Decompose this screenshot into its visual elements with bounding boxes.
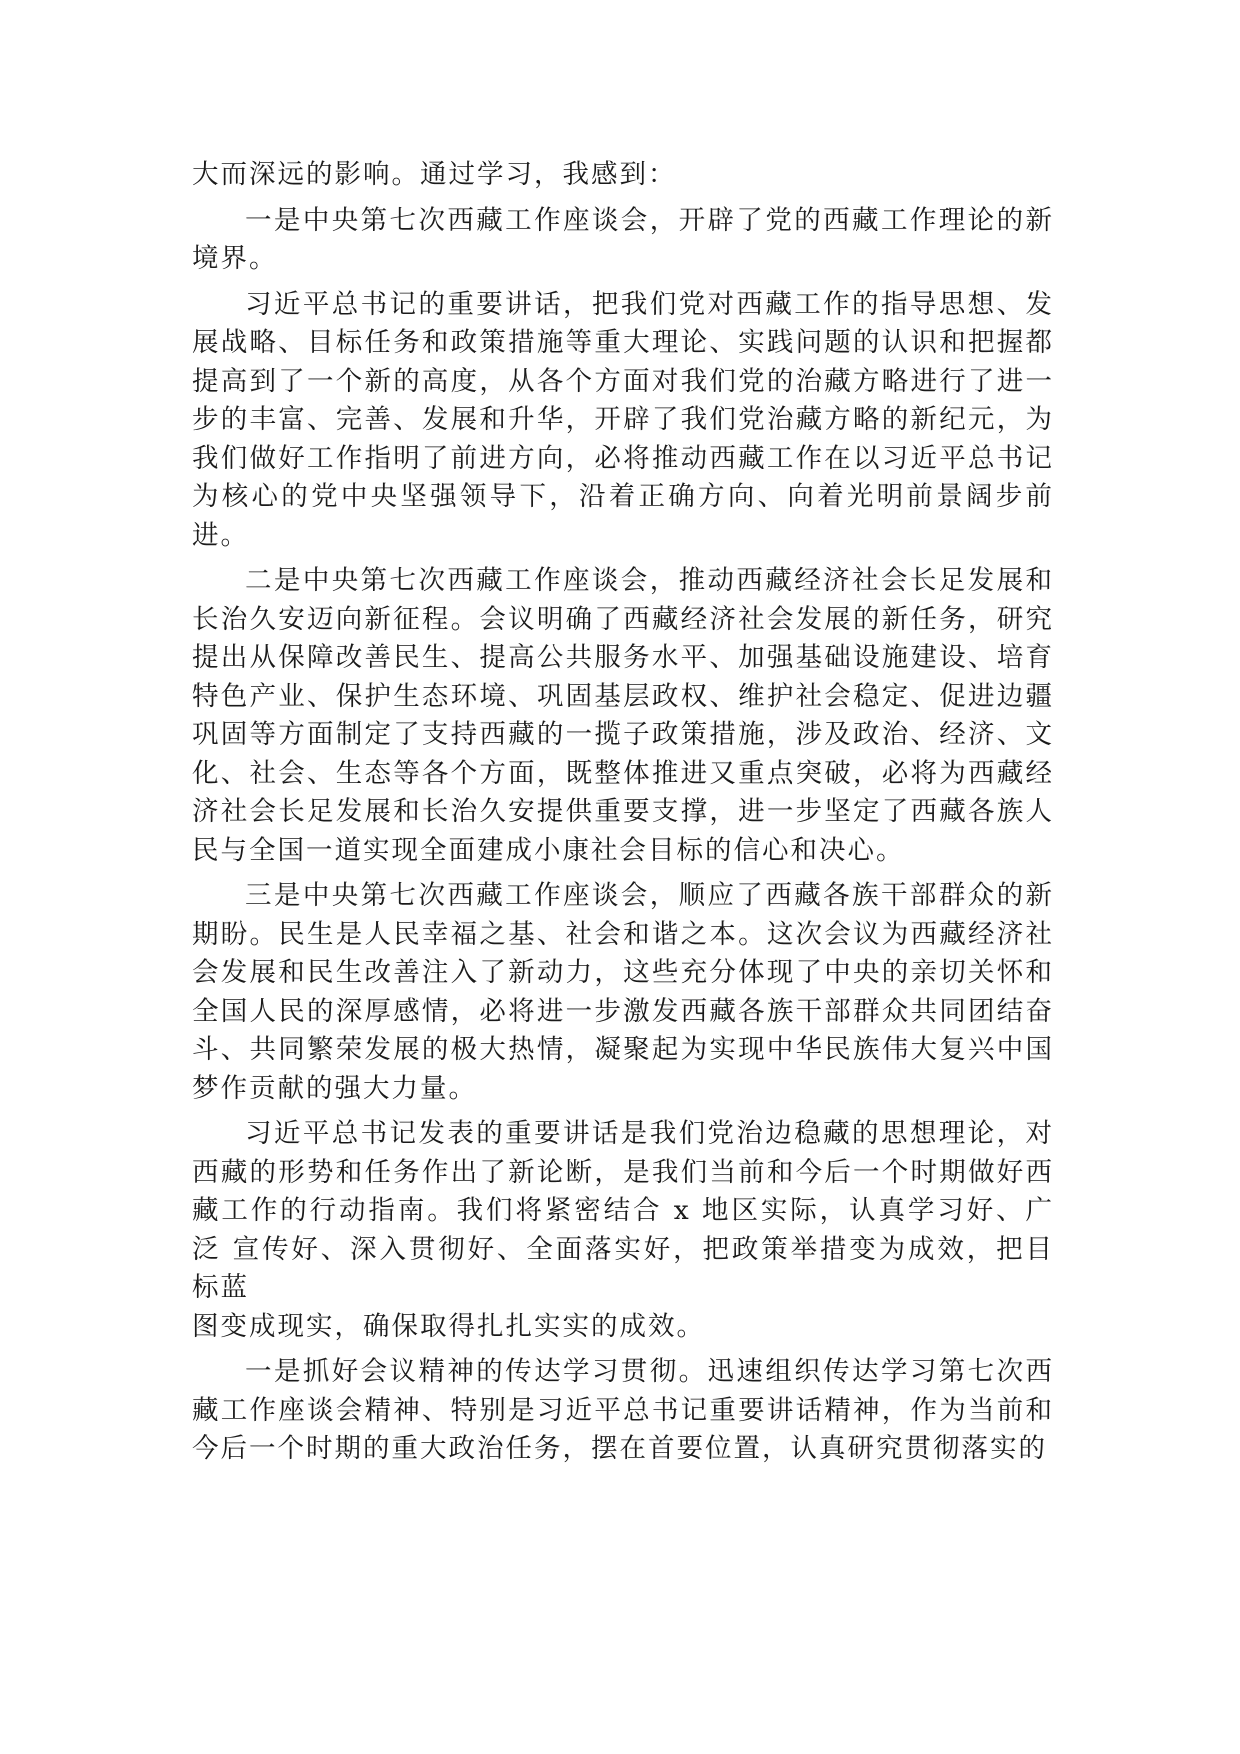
- paragraph-implementation: 习近平总书记发表的重要讲话是我们党治边稳藏的思想理论，对西藏的形势和任务作出了新论断，是我们当前和今后一个时期做好西藏工作的行动指南。我们将紧密结合 x 地区实际，认真学习好、广泛 宣传好、深入贯彻好、全面落实好，把政策举措变为成效，把目标蓝: [192, 1118, 1054, 1303]
- document-page: [192, 156, 1054, 1476]
- paragraph-point-one: 一是中央第七次西藏工作座谈会，开辟了党的西藏工作理论的新境界。: [192, 204, 1054, 274]
- paragraph-speech-significance: 习近平总书记的重要讲话，把我们党对西藏工作的指导思想、发展战略、目标任务和政策措施等重大理论、实践问题的认识和把握都提高到了一个新的高度，从各个方面对我们党的治藏方略进行了进一步的丰富、完善、发展和升华，开辟了我们党治藏方略的新纪元，为我们做好工作指明了前进方向，必将推动西藏工作在以习近平总书记为核心的党中央坚强领导下，沿着正确方向、向着光明前景阔步前进。: [192, 288, 1054, 551]
- paragraph-measure-one: 一是抓好会议精神的传达学习贯彻。迅速组织传达学习第七次西藏工作座谈会精神、特别是习近平总书记重要讲话精神，作为当前和今后一个时期的重大政治任务，摆在首要位置，认真研究贯彻落实的: [192, 1356, 1054, 1464]
- paragraph-intro: 大而深远的影响。通过学习，我感到：: [192, 159, 677, 190]
- paragraph-point-two: 二是中央第七次西藏工作座谈会，推动西藏经济社会长足发展和长治久安迈向新征程。会议明确了西藏经济社会发展的新任务，研究提出从保障改善民生、提高公共服务水平、加强基础设施建设、培育特色产业、保护生态环境、巩固基层政权、维护社会稳定、促进边疆巩固等方面制定了支持西藏的一揽子政策措施，涉及政治、经济、文化、社会、生态等各个方面，既整体推进又重点突破，必将为西藏经济社会长足发展和长治久安提供重要支撑，进一步坚定了西藏各族人民与全国一道实现全面建成小康社会目标的信心和决心。: [192, 565, 1054, 866]
- paragraph-implementation-continued: 图变成现实，确保取得扎扎实实的成效。: [192, 1310, 705, 1342]
- paragraph-point-three: 三是中央第七次西藏工作座谈会，顺应了西藏各族干部群众的新期盼。民生是人民幸福之基、社会和谐之本。这次会议为西藏经济社会发展和民生改善注入了新动力，这些充分体现了中央的亲切关怀和全国人民的深厚感情，必将进一步激发西藏各族干部群众共同团结奋斗、共同繁荣发展的极大热情，凝聚起为实现中华民族伟大复兴中国梦作贡献的强大力量。: [192, 880, 1054, 1104]
